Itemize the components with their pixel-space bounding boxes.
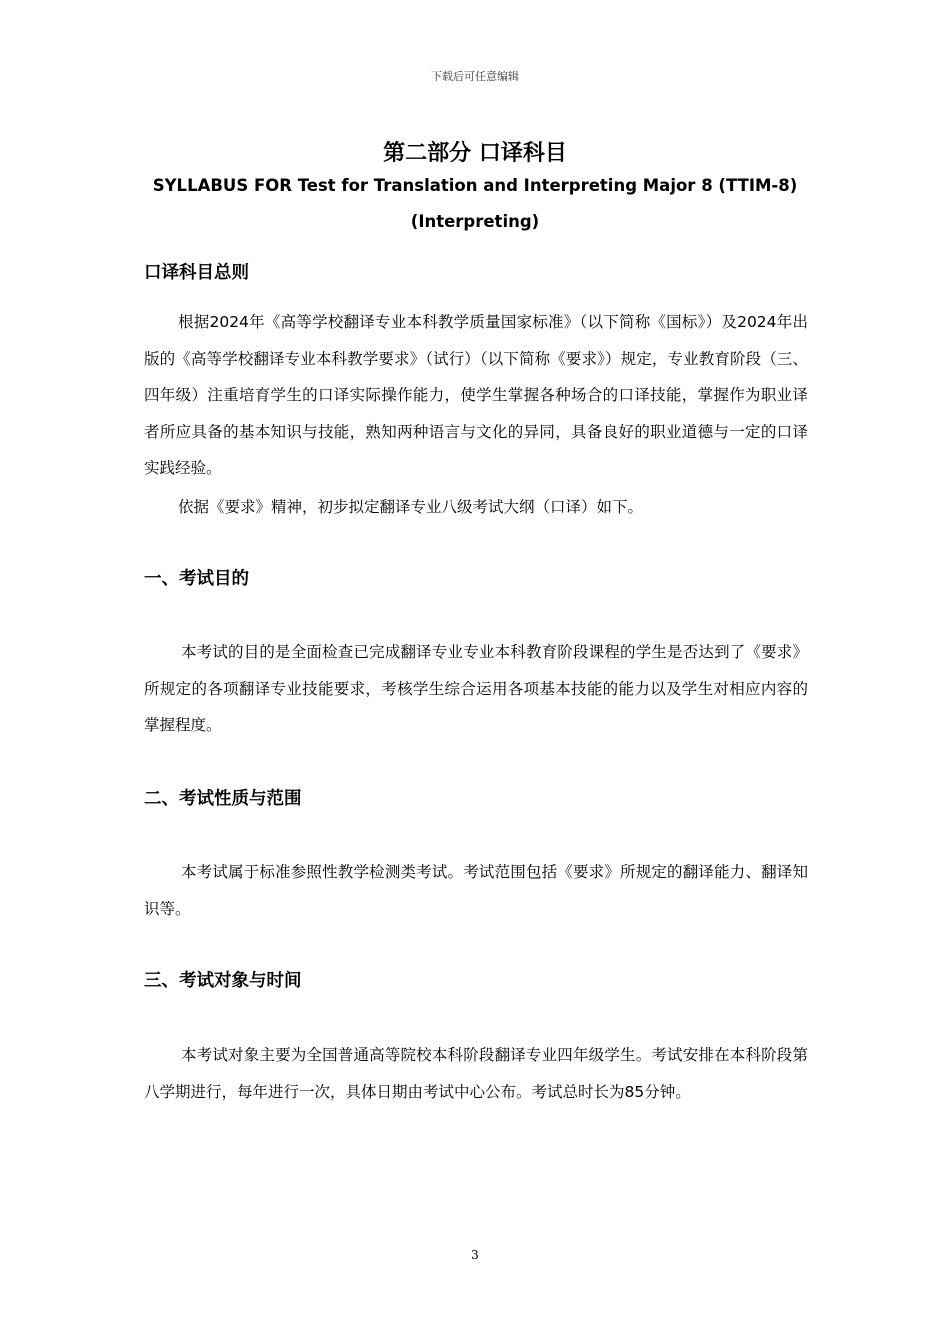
section-exam-target-text: 本考试对象主要为全国普通高等院校本科阶段翻译专业四年级学生。考试安排在本科阶段第八学期进行，每年进行一次，具体日期由考试中心公布。考试总时长为85分钟。 (144, 1046, 808, 1101)
section-exam-nature-text: 本考试属于标准参照性教学检测类考试。考试范围包括《要求》所规定的翻译能力、翻译知识等。 (144, 863, 808, 918)
page-header-note: 下载后可任意编辑 (431, 70, 519, 83)
general-principles-paragraph-2: 依据《要求》精神，初步拟定翻译专业八级考试大纲（口译）如下。 (178, 498, 644, 516)
document-subtitle-line1: SYLLABUS FOR Test for Translation and Interpreting Major 8 (TTIM-8) (152, 176, 798, 195)
section-exam-target-heading: 三、考试对象与时间 (144, 971, 302, 991)
document-title: 第二部分 口译科目 (383, 141, 567, 166)
section-exam-purpose-text: 本考试的目的是全面检查已完成翻译专业专业本科教育阶段课程的学生是否达到了《要求》所规定的各项翻译专业技能要求，考核学生综合运用各项基本技能的能力以及学生对相应内容的掌握程度。 (144, 643, 808, 734)
general-principles-paragraph-1: 根据2024年《高等学校翻译专业本科教学质量国家标准》（以下简称《国标》）及2024年出版的《高等学校翻译专业本科教学要求》（试行）（以下简称《要求》）规定，专业教育阶段（三、四年级）注重培育学生的口译实际操作能力，使学生掌握各种场合的口译技能，掌握作为职业译者所应具备的基本知识与技能，熟知两种语言与文化的异同，具备良好的职业道德与一定的口译实践经验。 (144, 313, 808, 477)
section-exam-purpose-heading: 一、考试目的 (144, 569, 249, 589)
section-exam-nature-heading: 二、考试性质与范围 (144, 789, 302, 809)
page-number: 3 (471, 1248, 479, 1262)
document-subtitle-line2: (Interpreting) (410, 212, 540, 231)
general-principles-heading: 口译科目总则 (144, 263, 249, 283)
